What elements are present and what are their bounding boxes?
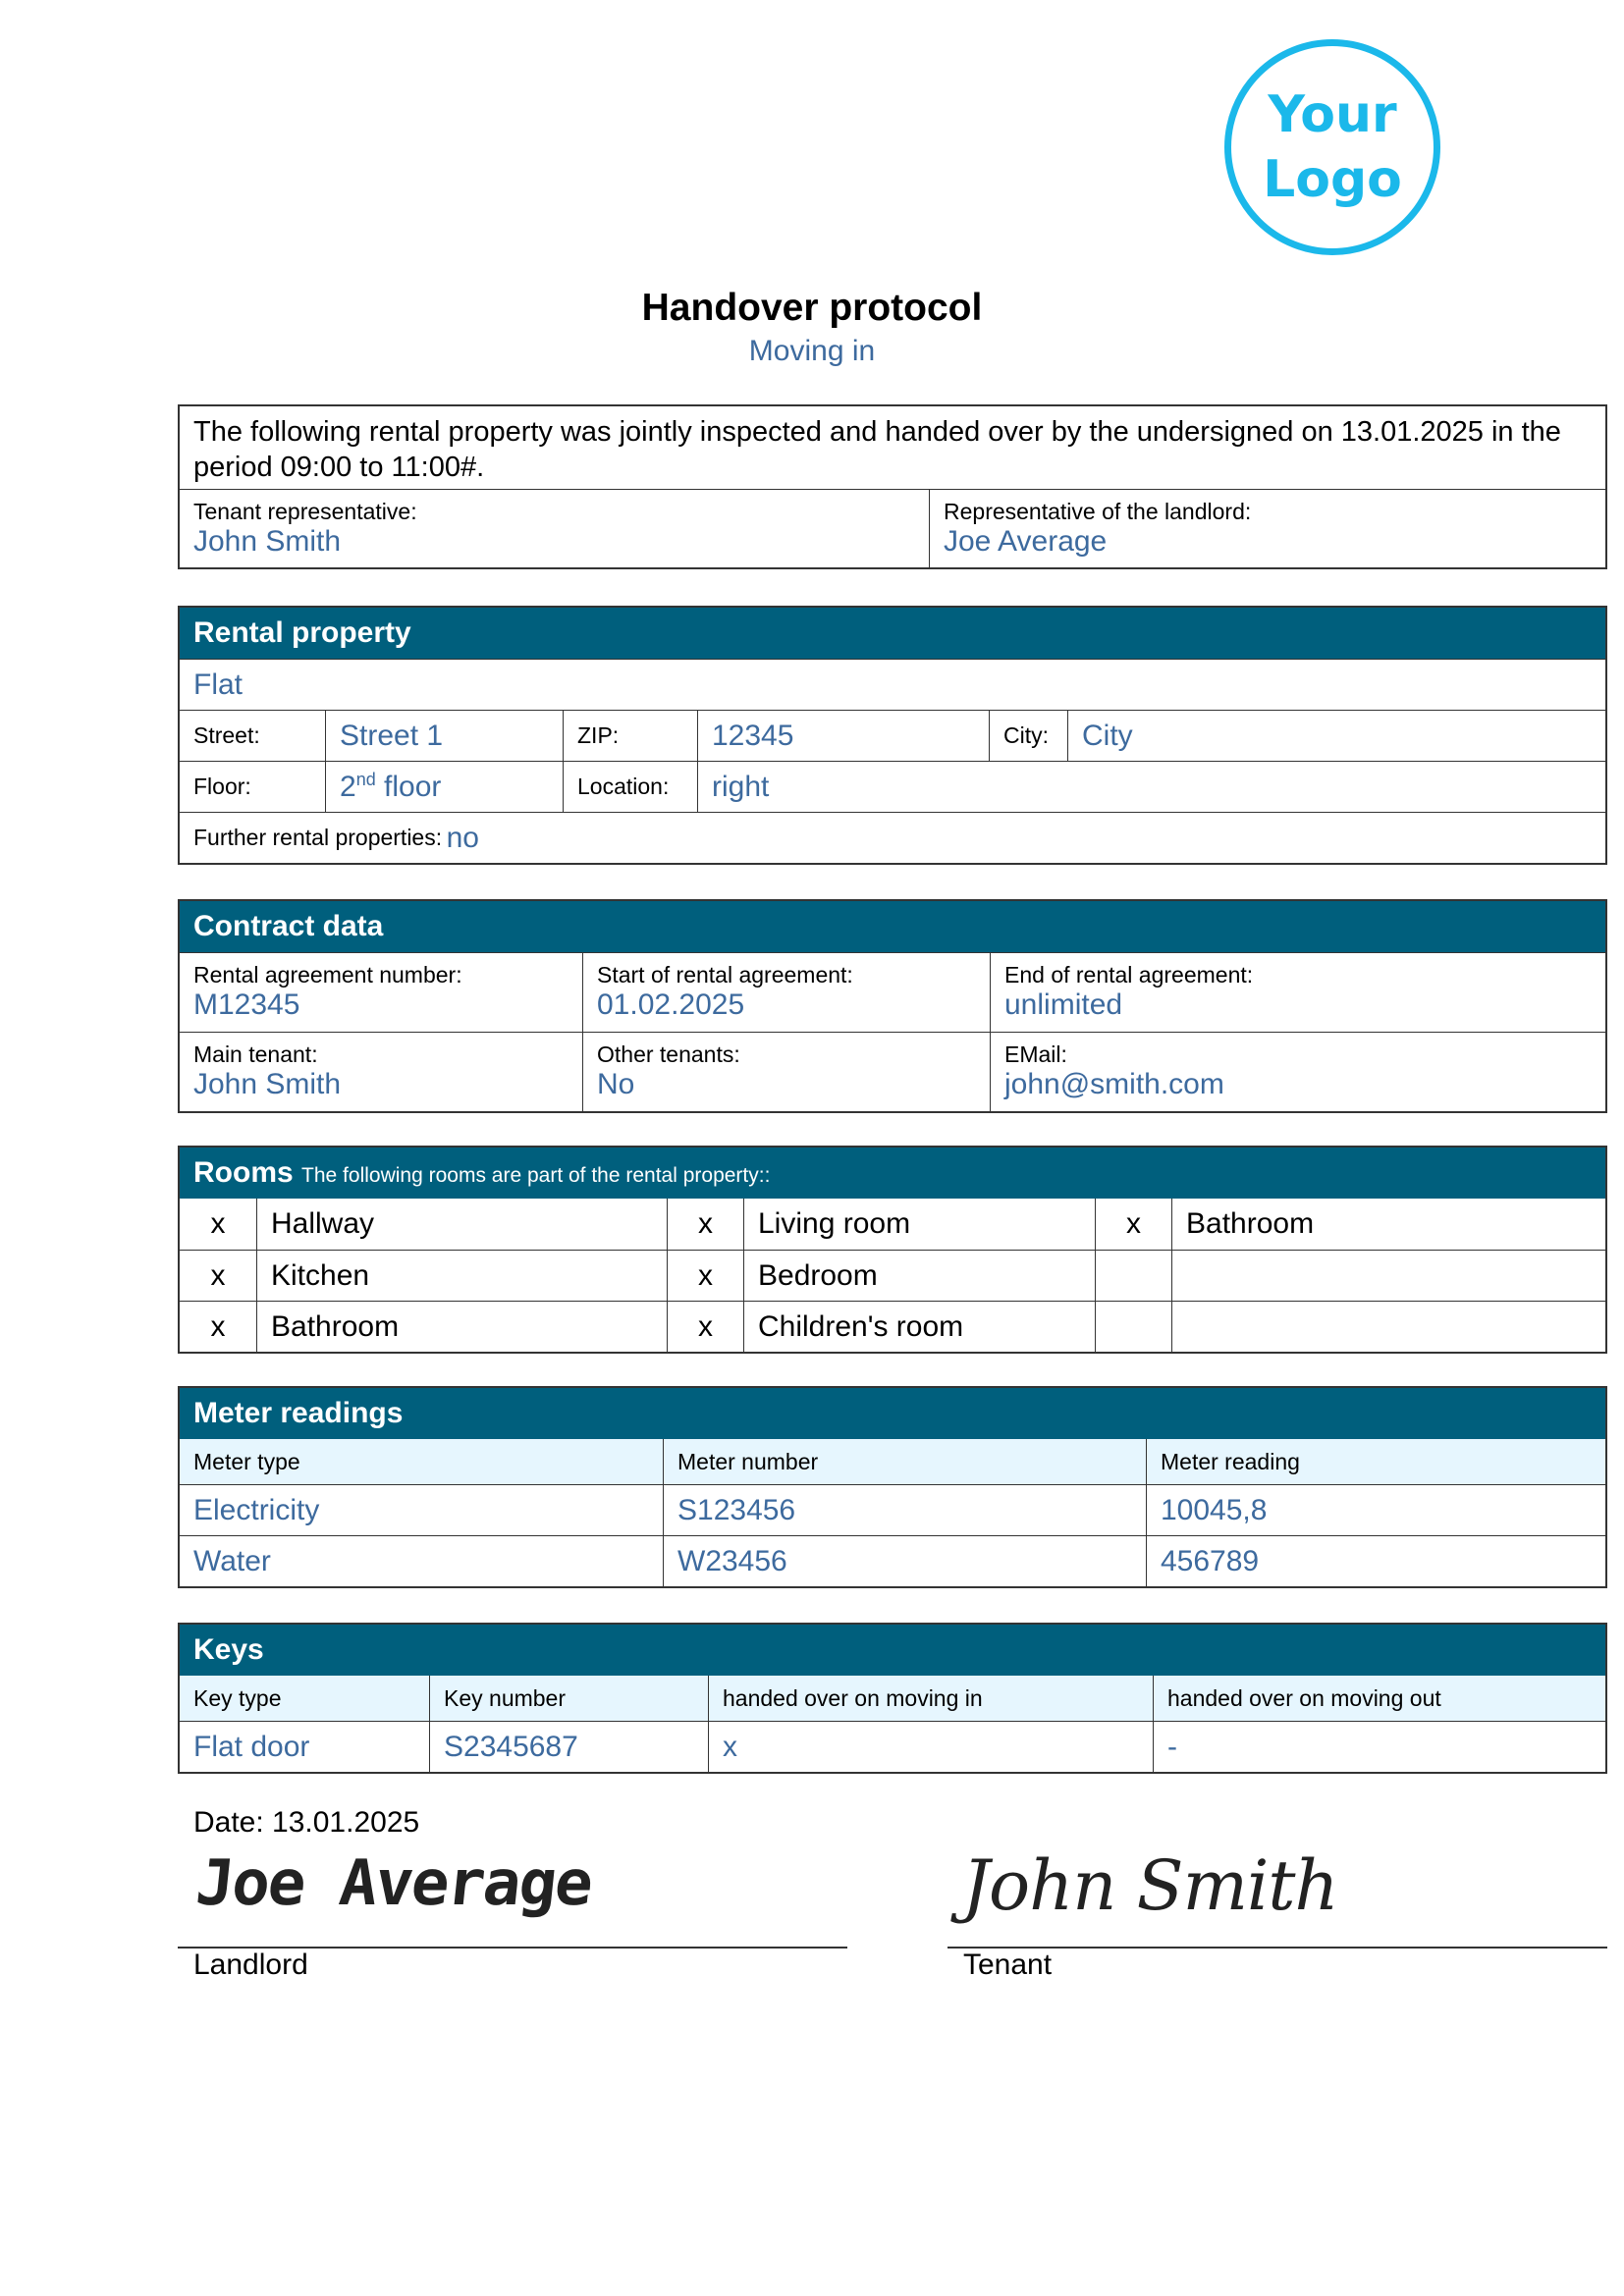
rooms-row <box>180 1199 1605 1250</box>
logo-line-2: Logo <box>1263 150 1402 209</box>
further-properties-value: no <box>446 821 479 854</box>
zip-label-cell <box>563 711 697 761</box>
main-tenant-cell <box>180 1033 582 1111</box>
landlord-role-label: Landlord <box>193 1949 308 1981</box>
meter-table <box>180 1439 1605 1586</box>
meter-section <box>178 1386 1607 1588</box>
intro-section <box>178 404 1607 569</box>
floor-word: floor <box>375 771 442 803</box>
other-tenants-cell <box>582 1033 990 1111</box>
street-value: Street 1 <box>340 719 444 752</box>
document-subtitle: Moving in <box>748 335 876 367</box>
tenant-role-label: Tenant <box>963 1949 1053 1981</box>
city-value: City <box>1082 719 1133 752</box>
room-checkbox-mark: x <box>210 1258 226 1292</box>
key-cell: Flat door <box>193 1730 310 1763</box>
agreement-start-value: 01.02.2025 <box>597 988 745 1021</box>
room-checkbox-mark <box>1095 1302 1171 1352</box>
tenant-rep-cell <box>180 490 929 567</box>
further-properties-label: Further rental properties: <box>193 825 443 850</box>
further-properties-row <box>180 812 1605 863</box>
floor-row <box>180 761 1605 812</box>
keys-header: Keys <box>180 1625 1605 1676</box>
meter-column-header: Meter type <box>193 1448 300 1474</box>
zip-label: ZIP: <box>577 722 620 748</box>
main-tenant-value: John Smith <box>193 1068 342 1100</box>
room-checkbox-mark: x <box>667 1302 743 1352</box>
rooms-header-note: The following rooms are part of the rental property:: <box>301 1164 771 1187</box>
tenant-signature: John Smith <box>962 1845 1338 1926</box>
room-checkbox-mark: x <box>1095 1199 1171 1250</box>
zip-value-cell <box>697 711 989 761</box>
meter-cell: Water <box>193 1544 271 1577</box>
room-name: Bathroom <box>256 1302 667 1352</box>
floor-value <box>340 770 441 804</box>
city-value-cell <box>1067 711 1605 761</box>
agreement-number-value: M12345 <box>193 988 300 1021</box>
floor-label-cell <box>180 762 325 812</box>
rooms-row <box>180 1301 1605 1352</box>
meter-cell: W23456 <box>663 1536 1146 1586</box>
agreement-number-label: Rental agreement number: <box>193 962 462 988</box>
rooms-header-title: Rooms <box>193 1156 294 1189</box>
meter-cell: Electricity <box>193 1493 320 1526</box>
floor-suffix: nd <box>355 770 376 789</box>
agreement-start-cell <box>582 953 990 1032</box>
floor-value-cell <box>325 762 563 812</box>
keys-table <box>180 1676 1605 1772</box>
room-checkbox-mark: x <box>210 1309 226 1343</box>
contract-header: Contract data <box>180 901 1605 952</box>
rooms-header <box>180 1148 1605 1199</box>
street-value-cell <box>325 711 563 761</box>
floor-number: 2 <box>340 771 356 803</box>
room-checkbox-mark: x <box>210 1207 226 1240</box>
landlord-signature: Joe Average <box>192 1847 595 1920</box>
representatives-row <box>180 489 1605 567</box>
address-row <box>180 710 1605 761</box>
rooms-section <box>178 1146 1607 1354</box>
room-name: Children's room <box>743 1302 1095 1352</box>
document-title: Handover protocol <box>641 287 983 329</box>
location-label-cell <box>563 762 697 812</box>
key-column-header: handed over on moving out <box>1153 1676 1605 1721</box>
landlord-rep-label: Representative of the landlord: <box>944 499 1252 524</box>
handover-date: Date: 13.01.2025 <box>193 1806 420 1839</box>
meter-header: Meter readings <box>180 1388 1605 1439</box>
email-value: john@smith.com <box>1004 1068 1224 1100</box>
meter-cell: S123456 <box>663 1485 1146 1535</box>
location-value-cell <box>697 762 1605 812</box>
street-label-cell <box>180 711 325 761</box>
email-cell <box>990 1033 1605 1111</box>
rooms-row <box>180 1250 1605 1301</box>
room-name: Living room <box>743 1199 1095 1250</box>
city-label: City: <box>1003 722 1049 748</box>
tenant-rep-label: Tenant representative: <box>193 499 417 524</box>
agreement-number-cell <box>180 953 582 1032</box>
meter-row <box>180 1535 1605 1586</box>
contract-row-1 <box>180 952 1605 1032</box>
rental-property-section <box>178 606 1607 865</box>
agreement-end-value: unlimited <box>1004 988 1123 1021</box>
email-label: EMail: <box>1004 1041 1067 1067</box>
room-name <box>1171 1251 1605 1301</box>
meter-column-header-row <box>180 1439 1605 1484</box>
other-tenants-label: Other tenants: <box>597 1041 740 1067</box>
company-logo <box>1224 39 1440 255</box>
room-name: Bathroom <box>1171 1199 1605 1250</box>
property-type-row <box>180 659 1605 710</box>
location-label: Location: <box>577 774 670 799</box>
main-tenant-label: Main tenant: <box>193 1041 318 1067</box>
room-name: Hallway <box>256 1199 667 1250</box>
street-label: Street: <box>193 722 260 748</box>
contract-row-2 <box>180 1032 1605 1111</box>
key-column-header: Key number <box>429 1676 708 1721</box>
agreement-end-label: End of rental agreement: <box>1004 962 1254 988</box>
zip-value: 12345 <box>712 719 794 752</box>
landlord-rep-cell <box>929 490 1605 567</box>
agreement-start-label: Start of rental agreement: <box>597 962 853 988</box>
room-name <box>1171 1302 1605 1352</box>
meter-column-header: Meter number <box>663 1439 1146 1484</box>
city-label-cell <box>989 711 1067 761</box>
contract-section <box>178 899 1607 1113</box>
key-row <box>180 1721 1605 1772</box>
room-name: Bedroom <box>743 1251 1095 1301</box>
key-cell: x <box>708 1722 1153 1772</box>
meter-column-header: Meter reading <box>1146 1439 1605 1484</box>
meter-row <box>180 1484 1605 1535</box>
rental-property-header: Rental property <box>180 608 1605 659</box>
rooms-table <box>180 1199 1605 1352</box>
room-name: Kitchen <box>256 1251 667 1301</box>
key-column-header: Key type <box>193 1684 282 1711</box>
key-cell: - <box>1153 1722 1605 1772</box>
meter-cell: 456789 <box>1146 1536 1605 1586</box>
location-value: right <box>712 770 770 803</box>
tenant-rep-value: John Smith <box>193 525 342 558</box>
room-checkbox-mark: x <box>667 1251 743 1301</box>
landlord-rep-value: Joe Average <box>944 525 1108 558</box>
key-cell: S2345687 <box>429 1722 708 1772</box>
meter-cell: 10045,8 <box>1146 1485 1605 1535</box>
key-column-header-row <box>180 1676 1605 1721</box>
other-tenants-value: No <box>597 1068 635 1100</box>
key-column-header: handed over on moving in <box>708 1676 1153 1721</box>
floor-label: Floor: <box>193 774 251 799</box>
agreement-end-cell <box>990 953 1605 1032</box>
intro-text: The following rental property was jointly inspected and handed over by the undersigned on 13.01.2025 in the period 09:00 to 11:00#. <box>193 416 1561 483</box>
room-checkbox-mark <box>1095 1251 1171 1301</box>
logo-line-1: Your <box>1268 85 1397 144</box>
keys-section <box>178 1623 1607 1774</box>
property-type-value: Flat <box>193 667 244 701</box>
room-checkbox-mark: x <box>667 1199 743 1250</box>
